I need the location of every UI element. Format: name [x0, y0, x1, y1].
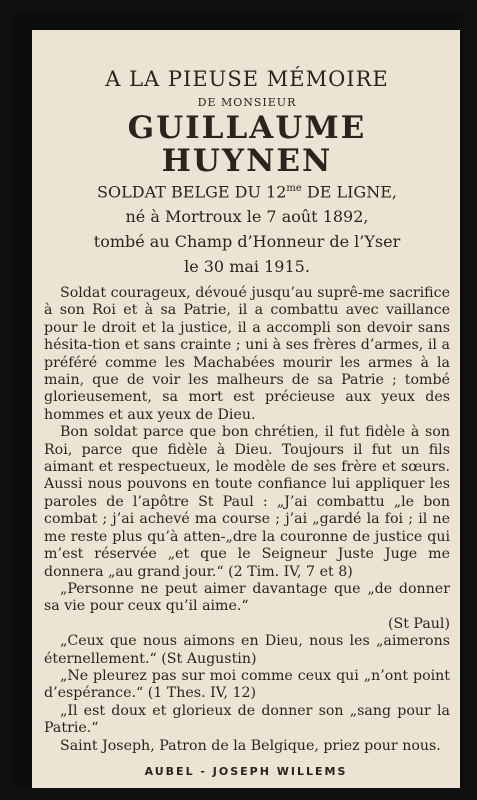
memorial-subheading: DE MONSIEUR: [197, 96, 297, 110]
paragraph-tribute: Soldat courageux, dévoué jusqu’au suprê-me sacrifice à son Roi et à sa Patrie, il a combattu avec vaillance pour le droit et la justice, il a accompli son devoir sans hésita-tion et sans crainte ; uni à ses frères d’armes, il a préféré comme les Machabées mourir les armes à la main, que de voir les malheurs de sa Patrie ; tombé glorieusement, sa mort est précieuse aux yeux des hommes et aux yeux de Dieu.: [44, 285, 450, 423]
death-date-line: le 30 mai 1915.: [184, 257, 310, 277]
quote-st-augustin: „Ceux que nous aimons en Dieu, nous les „aimerons éternellement.“ (St Augustin): [44, 633, 450, 667]
birth-line: né à Mortroux le 7 août 1892,: [125, 207, 369, 227]
memorial-text: [44, 285, 450, 755]
card-paper: [32, 30, 460, 788]
rank-line: [44, 183, 450, 202]
death-place-line: tombé au Champ d’Honneur de l’Yser: [93, 232, 401, 252]
rank-prefix: SOLDAT BELGE DU 12: [97, 182, 287, 202]
quote-st-paul: „Personne ne peut aimer davantage que „de donner sa vie pour ceux qu’il aime.“: [44, 580, 450, 615]
quote-thessalonians: „Ne pleurez pas sur moi comme ceux qui „n’ont point d’espérance.“ (1 Thes. IV, 12): [44, 667, 450, 702]
paragraph-character: Bon soldat parce que bon chrétien, il fut fidèle à son Roi, parce que fidèle à Dieu. Toujours il fut un fils aimant et respectueux, le modèle de ses frère et sœurs. Aussi nous pouvons en toute confiance lui appliquer les paroles de l’apôtre St Paul : „J’ai combattu „le bon combat ; j’ai achevé ma course ; j’ai „gardé la foi ; il ne me reste plus qu’à atten-„dre la couronne de justice qui m’est réservée „et que le Seigneur Juste Juge me donnera „au grand jour.“ (2 Tim. IV, 7 et 8): [44, 424, 450, 580]
memorial-heading: A LA PIEUSE MÉMOIRE: [105, 67, 389, 91]
rank-suffix: DE LIGNE,: [301, 182, 397, 202]
quote-st-paul-ref: (St Paul): [387, 615, 450, 632]
memorial-card: [12, 12, 463, 788]
deceased-name: GUILLAUME HUYNEN: [127, 110, 367, 179]
quote-patrie: „Il est doux et glorieux de donner son „sang pour la Patrie.“: [44, 702, 450, 737]
printer-credit: AUBEL - JOSEPH WILLEMS: [144, 765, 348, 778]
prayer-saint-joseph: Saint Joseph, Patron de la Belgique, priez pour nous.: [60, 737, 441, 754]
rank-superscript: me: [286, 183, 302, 195]
